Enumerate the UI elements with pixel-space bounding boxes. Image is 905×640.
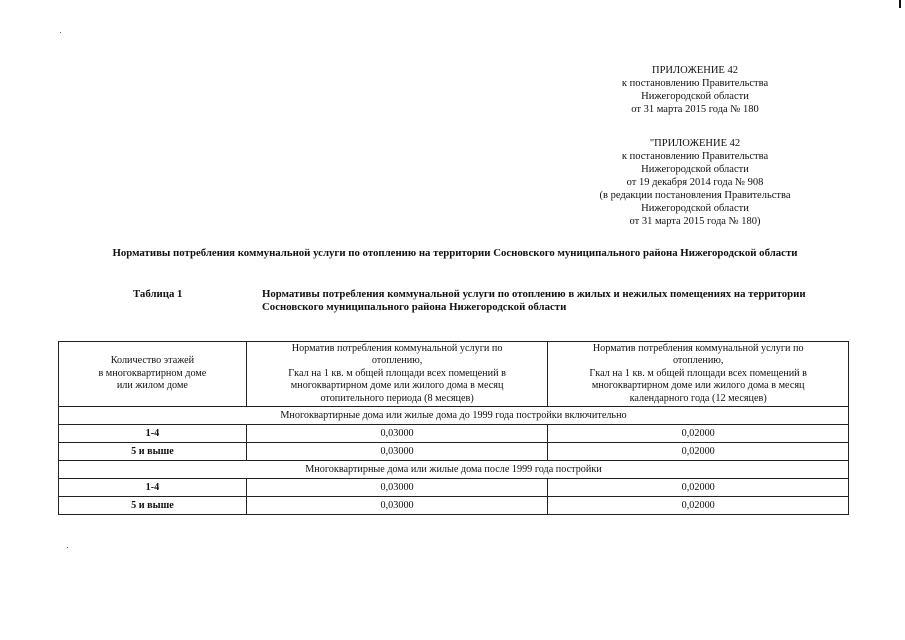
section-title: Многоквартирные дома или жилые дома до 1999 года постройки включительно — [59, 407, 849, 425]
table-row — [59, 479, 849, 497]
cell-floors: 5 и выше — [59, 443, 247, 461]
cell-heating-period: 0,03000 — [246, 479, 548, 497]
column-header-calendar-year — [548, 342, 849, 407]
table-row — [59, 425, 849, 443]
section-row — [59, 407, 849, 425]
scan-speck — [67, 547, 68, 548]
scan-speck — [60, 32, 61, 33]
approval-line: к постановлению Правительства — [621, 151, 769, 162]
approval-line: Нижегородской области — [641, 91, 749, 102]
header-line: Норматив потребления коммунальной услуги по — [592, 342, 804, 354]
approval-line: от 19 декабря 2014 года № 908 — [626, 177, 764, 188]
approval-line: ПРИЛОЖЕНИЕ 42 — [652, 65, 738, 76]
table-row — [59, 497, 849, 515]
cell-calendar-year: 0,02000 — [548, 425, 849, 443]
document-title: Нормативы потребления коммунальной услуги по отоплению на территории Сосновского муниципального района Нижегородской области — [112, 247, 798, 259]
section-row — [59, 461, 849, 479]
scan-edge-mark — [899, 0, 901, 8]
approval-line: Нижегородской области — [641, 164, 749, 175]
cell-heating-period: 0,03000 — [246, 425, 548, 443]
cell-floors: 1-4 — [59, 425, 247, 443]
header-line: календарного года (12 месяцев) — [629, 392, 767, 404]
header-line: Норматив потребления коммунальной услуги по — [291, 342, 503, 354]
table-row — [59, 443, 849, 461]
header-line: многоквартирном доме или жилого дома в месяц — [290, 380, 504, 392]
norms-table — [58, 341, 849, 515]
header-line: или жилом доме — [116, 380, 188, 392]
header-line: отопительного периода (8 месяцев) — [320, 392, 474, 404]
column-header-heating-period — [246, 342, 548, 407]
approval-line: Нижегородской области — [641, 203, 749, 214]
table-caption: Таблица 1 — [133, 288, 183, 300]
cell-floors: 1-4 — [59, 479, 247, 497]
approval-line: "ПРИЛОЖЕНИЕ 42 — [649, 138, 741, 149]
approval-line: к постановлению Правительства — [621, 78, 769, 89]
table-header-row — [59, 342, 849, 407]
header-line: в многоквартирном доме — [98, 367, 207, 379]
cell-calendar-year: 0,02000 — [548, 443, 849, 461]
cell-calendar-year: 0,02000 — [548, 497, 849, 515]
approval-line: от 31 марта 2015 года № 180) — [629, 216, 761, 227]
header-line: Количество этажей — [110, 355, 195, 367]
approval-line: от 31 марта 2015 года № 180 — [631, 104, 759, 115]
cell-calendar-year: 0,02000 — [548, 479, 849, 497]
table-title: Нормативы потребления коммунальной услуги по отоплению в жилых и нежилых помещениях на территории Сосновского муниципального района Нижегородской области — [262, 288, 806, 313]
cell-heating-period: 0,03000 — [246, 497, 548, 515]
approval-line: (в редакции постановления Правительства — [599, 190, 791, 201]
header-line: Гкал на 1 кв. м общей площади всех помещений в — [589, 367, 807, 379]
approval-block-original — [560, 137, 830, 228]
approval-block-current — [560, 64, 830, 116]
cell-heating-period: 0,03000 — [246, 443, 548, 461]
header-line: отоплению, — [672, 355, 724, 367]
column-header-floors — [59, 342, 247, 407]
header-line: отоплению, — [371, 355, 423, 367]
header-line: Гкал на 1 кв. м общей площади всех помещений в — [288, 367, 506, 379]
cell-floors: 5 и выше — [59, 497, 247, 515]
header-line: многоквартирном доме или жилого дома в месяц — [591, 380, 805, 392]
section-title: Многоквартирные дома или жилые дома после 1999 года постройки — [59, 461, 849, 479]
